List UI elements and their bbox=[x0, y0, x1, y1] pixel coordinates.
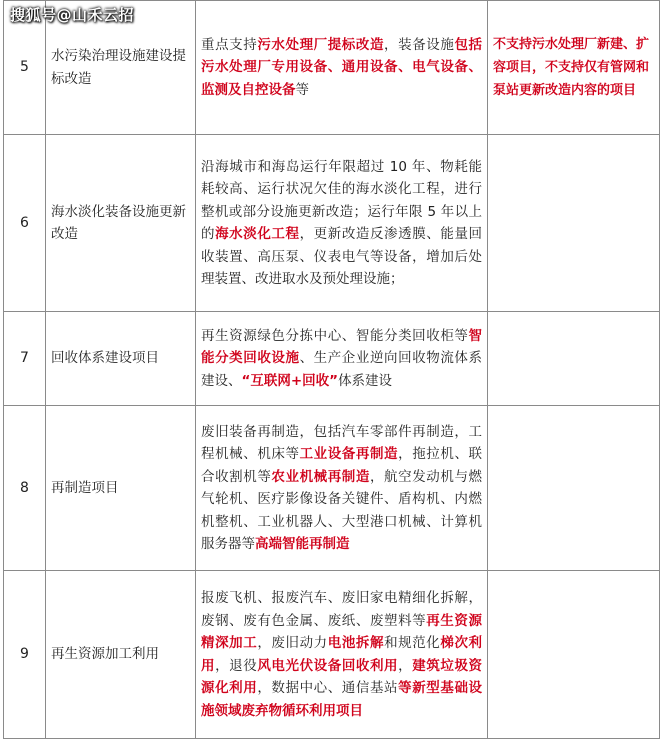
exclusion-note bbox=[488, 135, 660, 312]
highlight-text: 智能分类回收设施 bbox=[201, 327, 482, 367]
highlight-text: 风电光伏设备回收利用 bbox=[257, 657, 399, 674]
content-text: 报废飞机、报废汽车、废旧家电精细化拆解，废钢、废有色金属、废纸、废塑料等 bbox=[201, 590, 482, 629]
exclusion-note bbox=[488, 312, 660, 406]
content-text: ，数据中心、通信基站 bbox=[257, 680, 399, 696]
highlight-text: 海水淡化工程 bbox=[215, 226, 300, 242]
highlight-text: 高端智能再制造 bbox=[255, 536, 350, 552]
content-text: ，拖拉机、联合收割机等 bbox=[201, 446, 483, 485]
support-content bbox=[196, 571, 488, 739]
content-text: 废旧装备再制造，包括汽车零部件再制造，工程机械、机床等 bbox=[201, 423, 482, 462]
support-content bbox=[196, 1, 488, 135]
row-number: 5 bbox=[4, 1, 46, 135]
table-row bbox=[4, 406, 660, 571]
project-name: 再生资源加工利用 bbox=[46, 571, 196, 739]
content-text: ，退役 bbox=[215, 657, 258, 674]
table-row bbox=[4, 571, 660, 739]
content-text: ，废旧动力 bbox=[257, 635, 328, 651]
content-text: 重点支持 bbox=[201, 36, 258, 53]
highlight-text: 工业设备再制造 bbox=[299, 446, 399, 462]
content-text: ， bbox=[398, 657, 413, 674]
support-content bbox=[196, 406, 488, 571]
support-content bbox=[196, 312, 488, 406]
project-name: 再制造项目 bbox=[46, 406, 196, 571]
exclusion-note-text: 不支持污水处理厂新建、扩容项目，不支持仅有管网和泵站更新改造内容的项目 bbox=[493, 37, 650, 98]
exclusion-note bbox=[488, 1, 660, 135]
highlight-text: “互联网+回收” bbox=[241, 372, 339, 389]
project-name: 回收体系建设项目 bbox=[46, 312, 196, 406]
content-text: 和规范化 bbox=[384, 635, 441, 651]
content-text: ，航空发动机与燃气轮机、医疗影像设备关键件、盾构机、内燃机整机、工业机器人、大型港口机械、计算机服务器等 bbox=[201, 468, 483, 552]
content-text: ，装备设施 bbox=[384, 36, 455, 53]
watermark-text: 搜狐号@山禾云招 bbox=[10, 6, 135, 24]
highlight-text: 再生资源精深加工 bbox=[201, 612, 483, 651]
exclusion-note bbox=[488, 406, 660, 571]
content-text: 、生产企业逆向回收物流体系建设、 bbox=[201, 350, 483, 389]
highlight-text: 等新型基础设施领域废弃物循环利用项目 bbox=[201, 680, 483, 719]
exclusion-note bbox=[488, 571, 660, 739]
highlight-text: 污水处理厂提标改造 bbox=[257, 36, 385, 53]
policy-table bbox=[3, 0, 660, 739]
row-number: 6 bbox=[4, 135, 46, 312]
highlight-text: 建筑垃圾资源化利用 bbox=[201, 657, 483, 696]
content-text: 等 bbox=[295, 81, 309, 98]
content-text: 再生资源绿色分拣中心、智能分类回收柜等 bbox=[201, 327, 469, 344]
row-number: 7 bbox=[4, 312, 46, 406]
row-number: 8 bbox=[4, 406, 46, 571]
table-row bbox=[4, 312, 660, 406]
content-text: ，更新改造反渗透膜、能量回收装置、高压泵、仪表电气等设备，增加后处理装置、改进取水及预处理设施； bbox=[201, 226, 483, 287]
highlight-text: 包括污水处理厂专用设备、通用设备、电气设备、监测及自控设备 bbox=[201, 36, 483, 98]
policy-table-body bbox=[4, 1, 660, 739]
project-name: 海水淡化装备设施更新改造 bbox=[46, 135, 196, 312]
content-text: 沿海城市和海岛运行年限超过 10 年、物耗能耗较高、运行状况欠佳的海水淡化工程，进行整机或部分设施更新改造；运行年限 5 年以上的 bbox=[201, 158, 482, 242]
highlight-text: 农业机械再制造 bbox=[271, 468, 370, 485]
row-number: 9 bbox=[4, 571, 46, 739]
content-text: 体系建设 bbox=[338, 372, 393, 389]
highlight-text: 梯次利用 bbox=[201, 635, 483, 674]
project-name: 水污染治理设施建设提标改造 bbox=[46, 1, 196, 135]
highlight-text: 电池拆解 bbox=[327, 635, 385, 651]
table-row bbox=[4, 135, 660, 312]
support-content bbox=[196, 135, 488, 312]
